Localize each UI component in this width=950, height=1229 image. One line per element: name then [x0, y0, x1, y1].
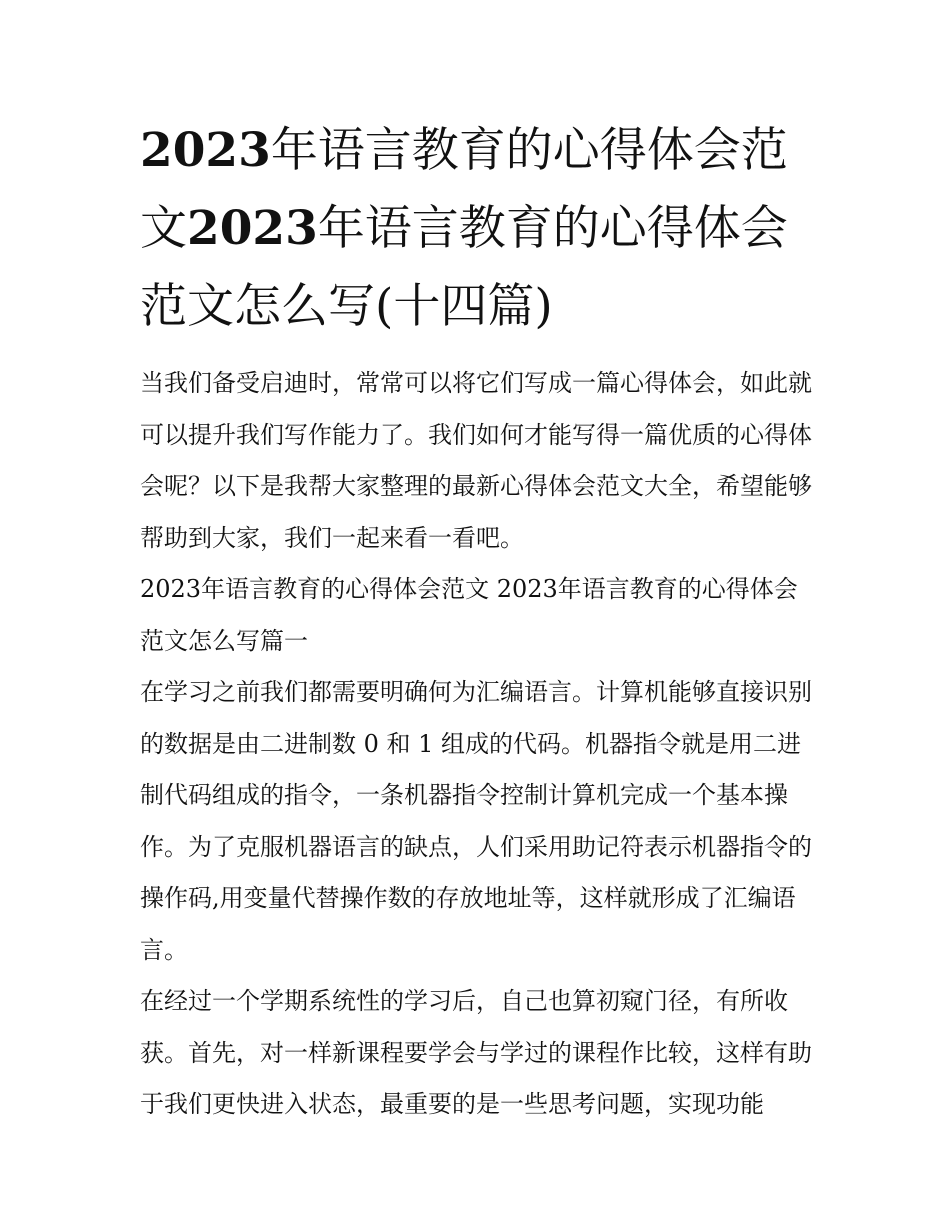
intro-paragraph: 当我们备受启迪时，常常可以将它们写成一篇心得体会，如此就可以提升我们写作能力了。我们如何才能写得一篇优质的心得体会呢？以下是我帮大家整理的最新心得体会范文大全，希望能够帮助到大家，我们一起来看一看吧。 [140, 369, 812, 552]
title-text-1: 年语言教育的心得体会范文 [140, 123, 788, 256]
section-heading: 2023年语言教育的心得体会范文 2023年语言教育的心得体会范文怎么写篇一 [140, 575, 798, 655]
title-year-2: 2023 [187, 201, 318, 256]
title-year-1: 2023 [140, 123, 271, 178]
body-paragraph-1: 在学习之前我们都需要明确何为汇编语言。计算机能够直接识别的数据是由二进制数 0 和 1 组成的代码。机器指令就是用二进制代码组成的指令，一条机器指令控制计算机完成一个基本操作。为了克服机器语言的缺点，人们采用助记符表示机器指令的操作码,用变量代替操作数的存放地址等，这样就形成了汇编语言。 [140, 678, 812, 964]
document-title [140, 112, 812, 346]
body-paragraph-2: 在经过一个学期系统性的学习后，自己也算初窥门径，有所收获。首先，对一样新课程要学会与学过的课程作比较，这样有助于我们更快进入状态，最重要的是一些思考问题，实现功能 [140, 987, 812, 1118]
title-text-2: 年语言教育的心得体会范文怎么写(十四篇) [140, 201, 788, 334]
document-page [140, 112, 812, 1131]
